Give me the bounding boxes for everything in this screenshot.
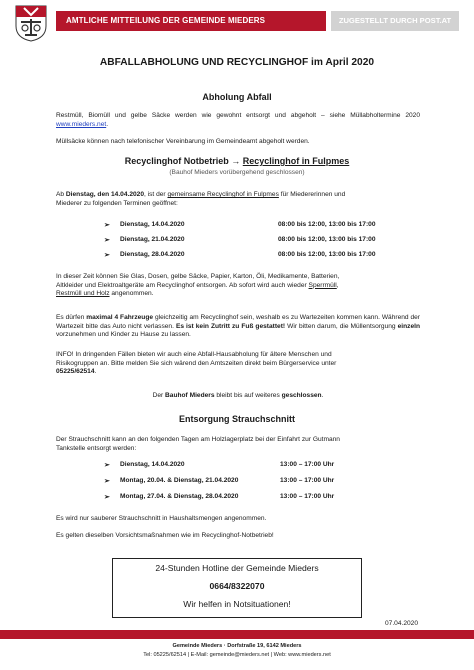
wait-text: vorzunehmen und Kinder zu Hause zu lassen. bbox=[56, 331, 191, 339]
closed-text: bleibt bis auf weiteres bbox=[216, 392, 280, 399]
info-end: . bbox=[94, 368, 97, 376]
recycling-subheading: (Bauhof Mieders vorübergehend geschlossen) bbox=[169, 169, 305, 176]
hotline-tagline: Wir helfen in Notsituationen! bbox=[183, 599, 291, 609]
wait-individually: einzeln bbox=[397, 322, 420, 330]
bullet-arrow-icon: ➢ bbox=[104, 222, 110, 229]
intro-text-c: , ist der bbox=[144, 191, 166, 198]
info-line2: Risikogruppen an. Bitte melden Sie sich wärend den Amtszeiten direkt beim Bürgerservice unter bbox=[56, 359, 337, 367]
bauhof-closed-note bbox=[56, 392, 420, 401]
shrub-date: Montag, 27.04. & Dienstag, 28.04.2020 bbox=[120, 493, 239, 500]
shrub-intro bbox=[56, 436, 420, 453]
intro-start-date: Dienstag, den 14.04.2020 bbox=[65, 191, 144, 198]
hotline-title: 24-Stunden Hotline der Gemeinde Mieders bbox=[155, 563, 319, 573]
items-line1: In dieser Zeit können Sie Glas, Dosen, gelbe Säcke, Papier, Karton, Öli, Medikamente, Batterien, bbox=[56, 273, 340, 280]
items-residual-wood: Restmüll und Holz bbox=[56, 290, 110, 298]
coat-of-arms-icon bbox=[14, 4, 48, 42]
wait-no-foot-access: Es ist kein Zutritt zu Fuß gestattet! bbox=[175, 322, 286, 330]
shrub-date: Dienstag, 14.04.2020 bbox=[120, 461, 185, 468]
closed-text: Der bbox=[152, 392, 164, 399]
recycling-intro bbox=[56, 191, 420, 208]
footer-contact: Tel: 05225/62514 | E-Mail: gemeinde@mieders.net | Web: www.mieders.net bbox=[143, 652, 331, 658]
info-line1: INFO! In dringenden Fällen bieten wir auch eine Abfall-Hausabholung für ältere Menschen und bbox=[56, 351, 332, 358]
recycling-date: Dienstag, 21.04.2020 bbox=[120, 236, 185, 243]
bullet-arrow-icon: ➢ bbox=[104, 478, 110, 485]
recycling-time: 08:00 bis 12:00, 13:00 bis 17:00 bbox=[278, 251, 376, 258]
items-bulky-waste: Sperrmüll bbox=[308, 281, 337, 289]
pickup-heading: Abholung Abfall bbox=[202, 92, 272, 102]
shrub-time: 13:00 – 17:00 Uhr bbox=[280, 461, 335, 468]
recycling-date: Dienstag, 14.04.2020 bbox=[120, 221, 185, 228]
website-link[interactable]: www.mieders.net bbox=[56, 120, 107, 128]
letterhead bbox=[0, 0, 474, 44]
info-phone: 05225/62514 bbox=[56, 368, 95, 376]
recycling-heading bbox=[0, 156, 474, 168]
shrub-date: Montag, 20.04. & Dienstag, 21.04.2020 bbox=[120, 477, 239, 484]
shrub-precautions-note: Es gelten dieselben Vorsichtsmaßnahmen wie im Recyclinghof-Notbetrieb! bbox=[56, 532, 274, 539]
official-notice-banner: AMTLICHE MITTEILUNG DER GEMEINDE MIEDERS bbox=[56, 11, 326, 31]
shrub-time: 13:00 – 17:00 Uhr bbox=[280, 477, 335, 484]
closed-bauhof: Bauhof Mieders bbox=[165, 392, 215, 399]
shrub-quantity-note: Es wird nur sauberer Strauchschnitt in Haushaltsmengen angenommen. bbox=[56, 515, 267, 522]
hotline-box bbox=[112, 558, 362, 618]
footer-address: Gemeinde Mieders · Dorfstraße 19, 6142 Mieders bbox=[172, 643, 302, 649]
hotline-phone: 0664/8322070 bbox=[209, 581, 265, 591]
pickup-paragraph bbox=[56, 112, 420, 129]
delivery-banner: ZUGESTELLT DURCH POST.AT bbox=[331, 11, 459, 31]
footer-divider bbox=[0, 630, 474, 639]
shrub-time: 13:00 – 17:00 Uhr bbox=[280, 493, 335, 500]
waiting-paragraph bbox=[56, 314, 420, 340]
intro-text-e: für Miedererinnen und bbox=[280, 191, 346, 198]
closed-word: geschlossen bbox=[281, 392, 322, 399]
intro-text-line2: Miederer zu folgenden Terminen geöffnet: bbox=[56, 199, 178, 207]
shrub-heading: Entsorgung Strauchschnitt bbox=[178, 414, 295, 424]
arrow-right-icon: → bbox=[231, 156, 241, 166]
recycling-heading-left: Recyclinghof Notbetrieb bbox=[124, 156, 229, 166]
wait-max-vehicles: maximal 4 Fahrzeuge bbox=[86, 314, 154, 321]
items-line3: angenommen. bbox=[111, 290, 154, 298]
info-paragraph bbox=[56, 351, 420, 377]
bullet-arrow-icon: ➢ bbox=[104, 494, 110, 501]
items-line2: Altkleider und Elektroaltgeräte am Recyclinghof entsorgen. Ab sofort wird auch wieder bbox=[56, 281, 307, 289]
pickup-text: Restmüll, Biomüll und gelbe Säcke werden wie gewohnt entsorgt und abgeholt – siehe Müllabholtermine 2020 bbox=[56, 112, 420, 119]
page-title: ABFALLABHOLUNG UND RECYCLINGHOF im April 2020 bbox=[99, 57, 375, 68]
pickup-bags-note: Müllsäcke können nach telefonischer Vereinbarung im Gemeindeamt abgeholt werden. bbox=[56, 138, 310, 145]
document-date: 07.04.2020 bbox=[384, 620, 418, 627]
bullet-arrow-icon: ➢ bbox=[104, 462, 110, 469]
intro-recycling-center: gemeinsame Recyclinghof in Fulpmes bbox=[167, 191, 279, 198]
wait-text: kann. Während der Wartezeit bitte das Auto nicht verlassen. bbox=[56, 314, 420, 330]
accepted-items-paragraph bbox=[56, 273, 420, 299]
wait-text: bitten darum, die Müllentsorgung bbox=[299, 322, 396, 330]
recycling-heading-right: Recyclinghof in Fulpmes bbox=[242, 156, 350, 166]
closed-end: . bbox=[321, 392, 324, 399]
recycling-time: 08:00 bis 12:00, 13:00 bis 17:00 bbox=[278, 221, 376, 228]
wait-text: gleichzeitig am Recyclinghof sein, weshalb es zu Wartezeiten kommen bbox=[154, 314, 362, 321]
bullet-arrow-icon: ➢ bbox=[104, 252, 110, 259]
shrub-intro-line2: Tankstelle entsorgt werden: bbox=[56, 444, 137, 452]
items-sep: , bbox=[336, 281, 339, 289]
wait-text: Es dürfen bbox=[56, 314, 85, 321]
recycling-time: 08:00 bis 12:00, 13:00 bis 17:00 bbox=[278, 236, 376, 243]
pickup-text-end: . bbox=[106, 120, 109, 128]
recycling-date: Dienstag, 28.04.2020 bbox=[120, 251, 185, 258]
shrub-intro-line1: Der Strauchschnitt kann an den folgenden Tagen am Holzlagerplatz bei der Einfahrt zur Gutmann bbox=[56, 436, 340, 443]
intro-text-a: Ab bbox=[56, 191, 65, 198]
wait-text: Wir bbox=[287, 322, 298, 330]
bullet-arrow-icon: ➢ bbox=[104, 237, 110, 244]
